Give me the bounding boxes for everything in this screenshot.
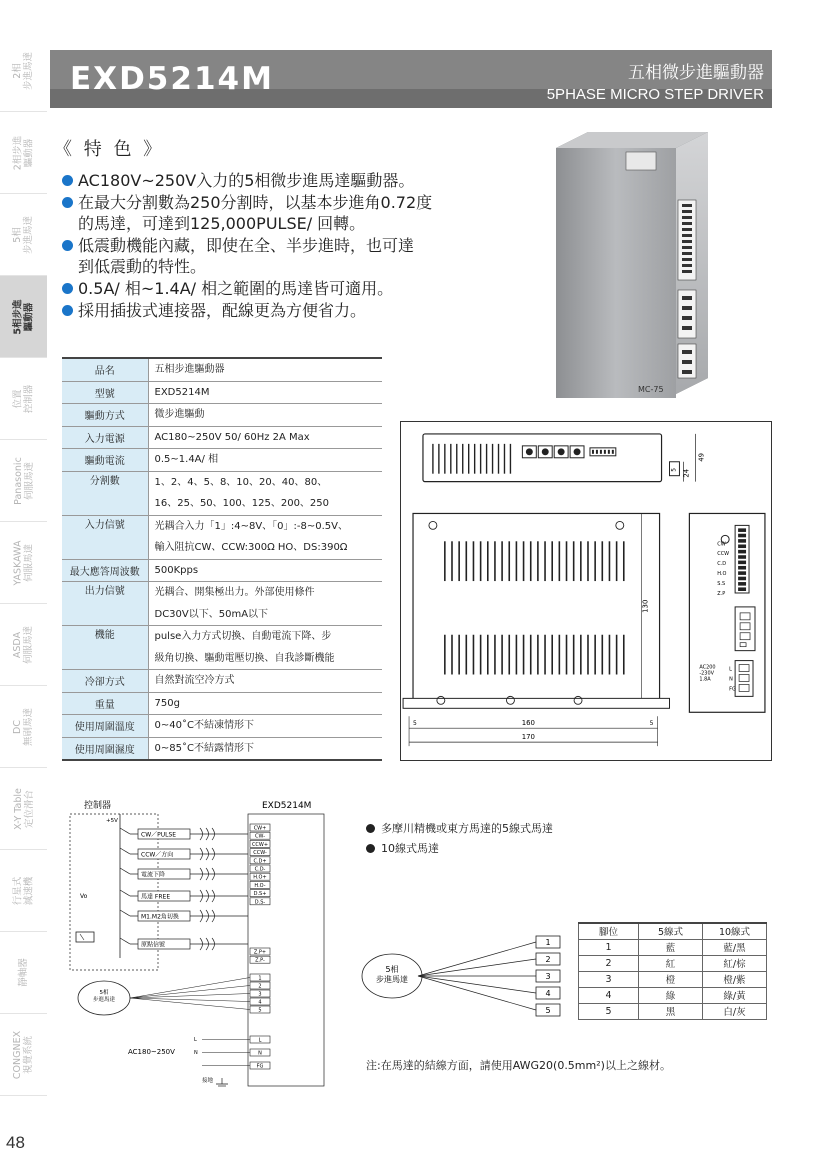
spec-value-line: 0~85˚C不結露情形下 <box>154 742 254 754</box>
motor-pin-label: 1 <box>545 938 551 947</box>
motor-schematic <box>358 928 568 1028</box>
side-tab-label: 2相步進 驅動器 <box>12 135 35 170</box>
side-tab-label: 位置 控制器 <box>12 384 35 413</box>
spec-key: 使用周圍溫度 <box>62 715 148 738</box>
wiring-power-pin-tag: N <box>194 1050 198 1056</box>
spec-row <box>62 404 382 427</box>
dim-width-inner: 160 <box>521 719 535 728</box>
lead-cell: 綠 <box>639 987 703 1003</box>
spec-value-line: 光耦合、開集極出力。外部使用條件 <box>154 587 315 598</box>
spec-row <box>62 471 382 515</box>
spec-row <box>62 449 382 472</box>
lead-cell: 綠/黃 <box>703 987 767 1003</box>
spec-row <box>62 715 382 738</box>
spec-value-line: EXD5214M <box>154 386 210 398</box>
lead-cell: 橙/紫 <box>703 971 767 987</box>
dimension-drawing <box>400 421 772 761</box>
wiring-pin-label: H.O- <box>254 882 266 889</box>
spec-value-line: 微步進驅動 <box>154 409 205 420</box>
spec-value <box>148 715 382 738</box>
side-tab[interactable] <box>0 440 47 522</box>
front-view <box>413 513 660 706</box>
side-power-label: AC200 -230V 1.8A <box>699 664 716 683</box>
side-tab[interactable] <box>0 358 47 440</box>
side-tab-label: ASDA 伺服馬達 <box>12 625 35 664</box>
side-tab-label: 5相 步進馬達 <box>12 215 35 254</box>
wiring-motor-pin: 1 <box>258 975 262 982</box>
lead-header: 腳位 <box>579 923 639 939</box>
wiring-pin-label: CCW- <box>253 850 267 857</box>
feature-line: 低震動機能內藏，即使在全、半步進時，也可達 <box>78 236 415 255</box>
wiring-note: 注:在馬達的結線方面，請使用AWG20(0.5mm²)以上之線材。 <box>366 1059 671 1072</box>
feature-line: 採用插拔式連接器，配線更為方便省力。 <box>78 301 367 320</box>
motor-pin-label: 4 <box>545 989 551 998</box>
side-tab[interactable] <box>0 1014 47 1096</box>
lead-row <box>579 1003 767 1019</box>
lead-row <box>579 987 767 1003</box>
page-number: 48 <box>6 1133 25 1152</box>
dim-margin-left: 5 <box>413 720 417 728</box>
spec-value-line: 750g <box>154 697 180 709</box>
lead-cell: 1 <box>579 939 639 955</box>
wiring-signal-label: M1.M2角切換 <box>141 913 179 921</box>
dim-depth-a: 49 <box>697 452 706 462</box>
side-tab[interactable] <box>0 604 47 686</box>
side-signal-label: S.S <box>717 581 726 588</box>
spec-value-line: 0~40˚C不結凍情形下 <box>154 720 254 731</box>
lead-cell: 藍/黑 <box>703 939 767 955</box>
wiring-motor-pin: 5 <box>258 1007 262 1014</box>
side-tab-label: YASKAWA 伺服馬達 <box>12 539 35 586</box>
wiring-pin-label: H.O+ <box>253 874 267 881</box>
motor-label: 5相步進馬達 <box>376 965 408 984</box>
spec-row <box>62 381 382 404</box>
spec-value <box>148 381 382 404</box>
bullet-dot <box>62 283 73 294</box>
spec-value <box>148 404 382 427</box>
spec-row <box>62 559 382 582</box>
side-power-pin: FG <box>729 686 736 693</box>
controller-label: 控制器 <box>84 801 112 811</box>
side-tab-label: Panasonic 伺服馬達 <box>12 456 35 505</box>
spec-key: 品名 <box>62 358 148 381</box>
feature-line: AC180V~250V入力的5相微步進馬達驅動器。 <box>78 171 415 190</box>
wiring-signal-label: 馬達 FREE <box>141 893 171 901</box>
bullet-dot <box>366 824 375 833</box>
dim-width-total: 170 <box>521 733 535 742</box>
bullet-dot <box>366 844 375 853</box>
side-tab[interactable] <box>0 112 47 194</box>
feature-line: 到低震動的特性。 <box>78 257 207 276</box>
bullet-dot <box>62 175 73 186</box>
vplus-label: +5V <box>106 818 118 824</box>
lead-row <box>579 971 767 987</box>
lead-cell: 藍 <box>639 939 703 955</box>
wiring-motor-label: 5相步進馬達 <box>92 990 116 1003</box>
wiring-pin-label: CW+ <box>253 825 267 832</box>
wiring-signal-label: CCW／方向 <box>141 851 174 859</box>
spec-key: 驅動電流 <box>62 449 148 472</box>
feature-item <box>62 192 512 234</box>
side-tab-label: 2相 步進馬達 <box>12 51 35 90</box>
spec-row <box>62 515 382 559</box>
lead-cell: 白/灰 <box>703 1003 767 1019</box>
spec-value-line: 五相步進驅動器 <box>154 364 225 375</box>
wiring-pin-label: CW- <box>254 833 266 840</box>
lead-cell: 3 <box>579 971 639 987</box>
lead-cell: 橙 <box>639 971 703 987</box>
side-tab[interactable] <box>0 30 47 112</box>
dim-depth-b: 24 <box>682 468 691 478</box>
wiring-signal-label: 原點信號 <box>141 941 166 949</box>
wiring-power-pin: L <box>258 1037 262 1044</box>
side-signal-label: CW <box>717 541 726 548</box>
wiring-power-pin: N <box>258 1050 262 1057</box>
spec-value-line: 16、25、50、100、125、200、250 <box>154 498 330 509</box>
lead-row <box>579 955 767 971</box>
spec-row <box>62 358 382 381</box>
dim-height: 130 <box>641 599 650 613</box>
wiring-pin-label: Z.P+ <box>253 949 267 956</box>
spec-value-line: 光耦合入力「1」:4~8V、「0」:-8~0.5V、 <box>154 520 349 532</box>
motor-pin-label: 2 <box>545 955 551 964</box>
lead-header-row <box>579 923 767 939</box>
side-tab[interactable] <box>0 932 47 1014</box>
spec-key: 型號 <box>62 381 148 404</box>
spec-value-line: 輸入阻抗CW、CCW:300Ω HO、DS:390Ω <box>154 542 348 553</box>
features-title: 《 特 色 》 <box>54 139 165 160</box>
wiring-pin-label: D.S- <box>254 899 266 906</box>
wiring-signal-label: 電流下降 <box>141 871 166 879</box>
features-list <box>62 170 512 322</box>
lead-header: 5線式 <box>639 923 703 939</box>
lead-row <box>579 939 767 955</box>
bullet-dot <box>62 197 73 208</box>
side-tab-label: 靜軸器 <box>17 958 29 987</box>
side-tab-label: X-Y Table 定位滑台 <box>12 787 35 830</box>
feature-line: 在最大分割數為250分割時，以基本步進角0.72度 <box>78 193 433 212</box>
side-tab[interactable] <box>0 686 47 768</box>
title-english: 5PHASE MICRO STEP DRIVER <box>546 86 764 103</box>
spec-row <box>62 582 382 626</box>
spec-value <box>148 670 382 693</box>
lead-cell: 紅/棕 <box>703 955 767 971</box>
motor-pin-label: 5 <box>545 1006 551 1015</box>
feature-item <box>62 300 512 321</box>
lead-cell: 紅 <box>639 955 703 971</box>
driver-label: EXD5214M <box>262 801 312 811</box>
ground-label: 接地 <box>202 1078 214 1084</box>
feature-line: 的馬達，可達到125,000PULSE/ 回轉。 <box>78 214 366 233</box>
spec-value <box>148 559 382 582</box>
wiring-pin-label: C.D+ <box>253 858 267 865</box>
side-power-pin: N <box>729 676 733 683</box>
spec-key: 使用周圍濕度 <box>62 737 148 760</box>
side-tab-label: 5相步進 驅動器 <box>12 298 35 335</box>
bullet-dot <box>62 240 73 251</box>
spec-row <box>62 692 382 715</box>
spec-row <box>62 426 382 449</box>
side-tab[interactable] <box>0 768 47 850</box>
spec-key: 驅動方式 <box>62 404 148 427</box>
lead-cell: 5 <box>579 1003 639 1019</box>
spec-value <box>148 626 382 670</box>
wiring-diagram <box>62 798 332 1090</box>
spec-key: 分割數 <box>62 471 148 515</box>
photo-label: MC-75 <box>638 385 664 394</box>
wiring-power-label: AC180~250V <box>128 1048 175 1056</box>
side-signal-label: C.D <box>717 561 727 568</box>
side-tab-label: DC 無刷馬達 <box>12 707 35 746</box>
feature-item <box>62 235 512 277</box>
side-signal-label: Z.P <box>717 590 726 597</box>
spec-value <box>148 692 382 715</box>
wiring-pin-label: D.S+ <box>253 891 267 898</box>
spec-row <box>62 737 382 760</box>
wiring-pin-label: CCW+ <box>251 841 269 848</box>
wiring-pin-label: Z.P- <box>255 957 265 964</box>
vo-label: Vo <box>80 893 88 900</box>
side-signal-label: H.O <box>717 571 727 578</box>
wiring-signal-label: CW／PULSE <box>141 831 177 839</box>
spec-key: 重量 <box>62 692 148 715</box>
spec-value <box>148 515 382 559</box>
dim-margin-right: 5 <box>649 720 654 728</box>
spec-row <box>62 670 382 693</box>
spec-value <box>148 582 382 626</box>
spec-value-line: 500Kpps <box>154 564 199 576</box>
product-photo <box>548 130 710 400</box>
motor-type-text: 10線式馬達 <box>381 842 439 855</box>
spec-value <box>148 471 382 515</box>
spec-value-line: pulse入力方式切換、自動電流下降、步 <box>154 631 332 642</box>
lead-cell: 2 <box>579 955 639 971</box>
spec-row <box>62 626 382 670</box>
page-header <box>50 50 772 108</box>
motor-type-text: 多摩川精機或東方馬達的5線式馬達 <box>381 822 553 835</box>
spec-key: 入力電源 <box>62 426 148 449</box>
feature-item <box>62 278 512 299</box>
wiring-motor-pin: 3 <box>258 991 262 998</box>
spec-key: 入力信號 <box>62 515 148 559</box>
title-chinese: 五相微步進驅動器 <box>628 63 764 83</box>
side-tab[interactable] <box>0 276 47 358</box>
motor-type-5wire <box>366 820 553 836</box>
side-tab[interactable] <box>0 194 47 276</box>
wiring-pin-label: C.D- <box>254 866 266 873</box>
spec-table <box>62 357 382 761</box>
wiring-motor-pin: 2 <box>258 983 262 990</box>
bullet-dot <box>62 305 73 316</box>
spec-value-line: 自然對流空冷方式 <box>154 675 235 686</box>
spec-value <box>148 737 382 760</box>
side-tab-label: CONGNEX 視覺系統 <box>12 1030 35 1079</box>
wiring-motor-pin: 4 <box>258 999 262 1006</box>
spec-key: 冷卻方式 <box>62 670 148 693</box>
model-title: EXD5214M <box>70 61 274 97</box>
spec-value-line: 級角切換、驅動電壓切換、自我診斷機能 <box>154 652 335 664</box>
motor-pin-label: 3 <box>545 972 551 981</box>
side-tab-label: 行星式 減速機 <box>12 876 35 905</box>
spec-value <box>148 358 382 381</box>
wiring-power-pin: FG <box>256 1063 264 1070</box>
lead-cell: 黑 <box>639 1003 703 1019</box>
motor-type-10wire <box>366 840 439 856</box>
side-signal-label: CCW <box>717 551 730 558</box>
spec-value <box>148 426 382 449</box>
wiring-power-pin-tag: L <box>194 1037 197 1043</box>
side-tab[interactable] <box>0 522 47 604</box>
spec-value-line: 1、2、4、5、8、10、20、40、80、 <box>154 476 328 488</box>
lead-color-table <box>578 922 767 1020</box>
spec-key: 出力信號 <box>62 582 148 626</box>
side-tab[interactable] <box>0 850 47 932</box>
lead-cell: 4 <box>579 987 639 1003</box>
spec-value-line: 0.5~1.4A/ 相 <box>154 454 219 465</box>
spec-key: 最大應答周波數 <box>62 559 148 582</box>
feature-line: 0.5A/ 相~1.4A/ 相之範圍的馬達皆可適用。 <box>78 279 394 298</box>
spec-key: 機能 <box>62 626 148 670</box>
side-power-pin: L <box>729 666 732 673</box>
spec-value <box>148 449 382 472</box>
feature-item <box>62 170 512 191</box>
lead-header: 10線式 <box>703 923 767 939</box>
spec-value-line: DC30V以下、50mA以下 <box>154 608 269 620</box>
dim-depth-c: 5 <box>670 467 678 472</box>
spec-value-line: AC180~250V 50/ 60Hz 2A Max <box>154 431 310 443</box>
